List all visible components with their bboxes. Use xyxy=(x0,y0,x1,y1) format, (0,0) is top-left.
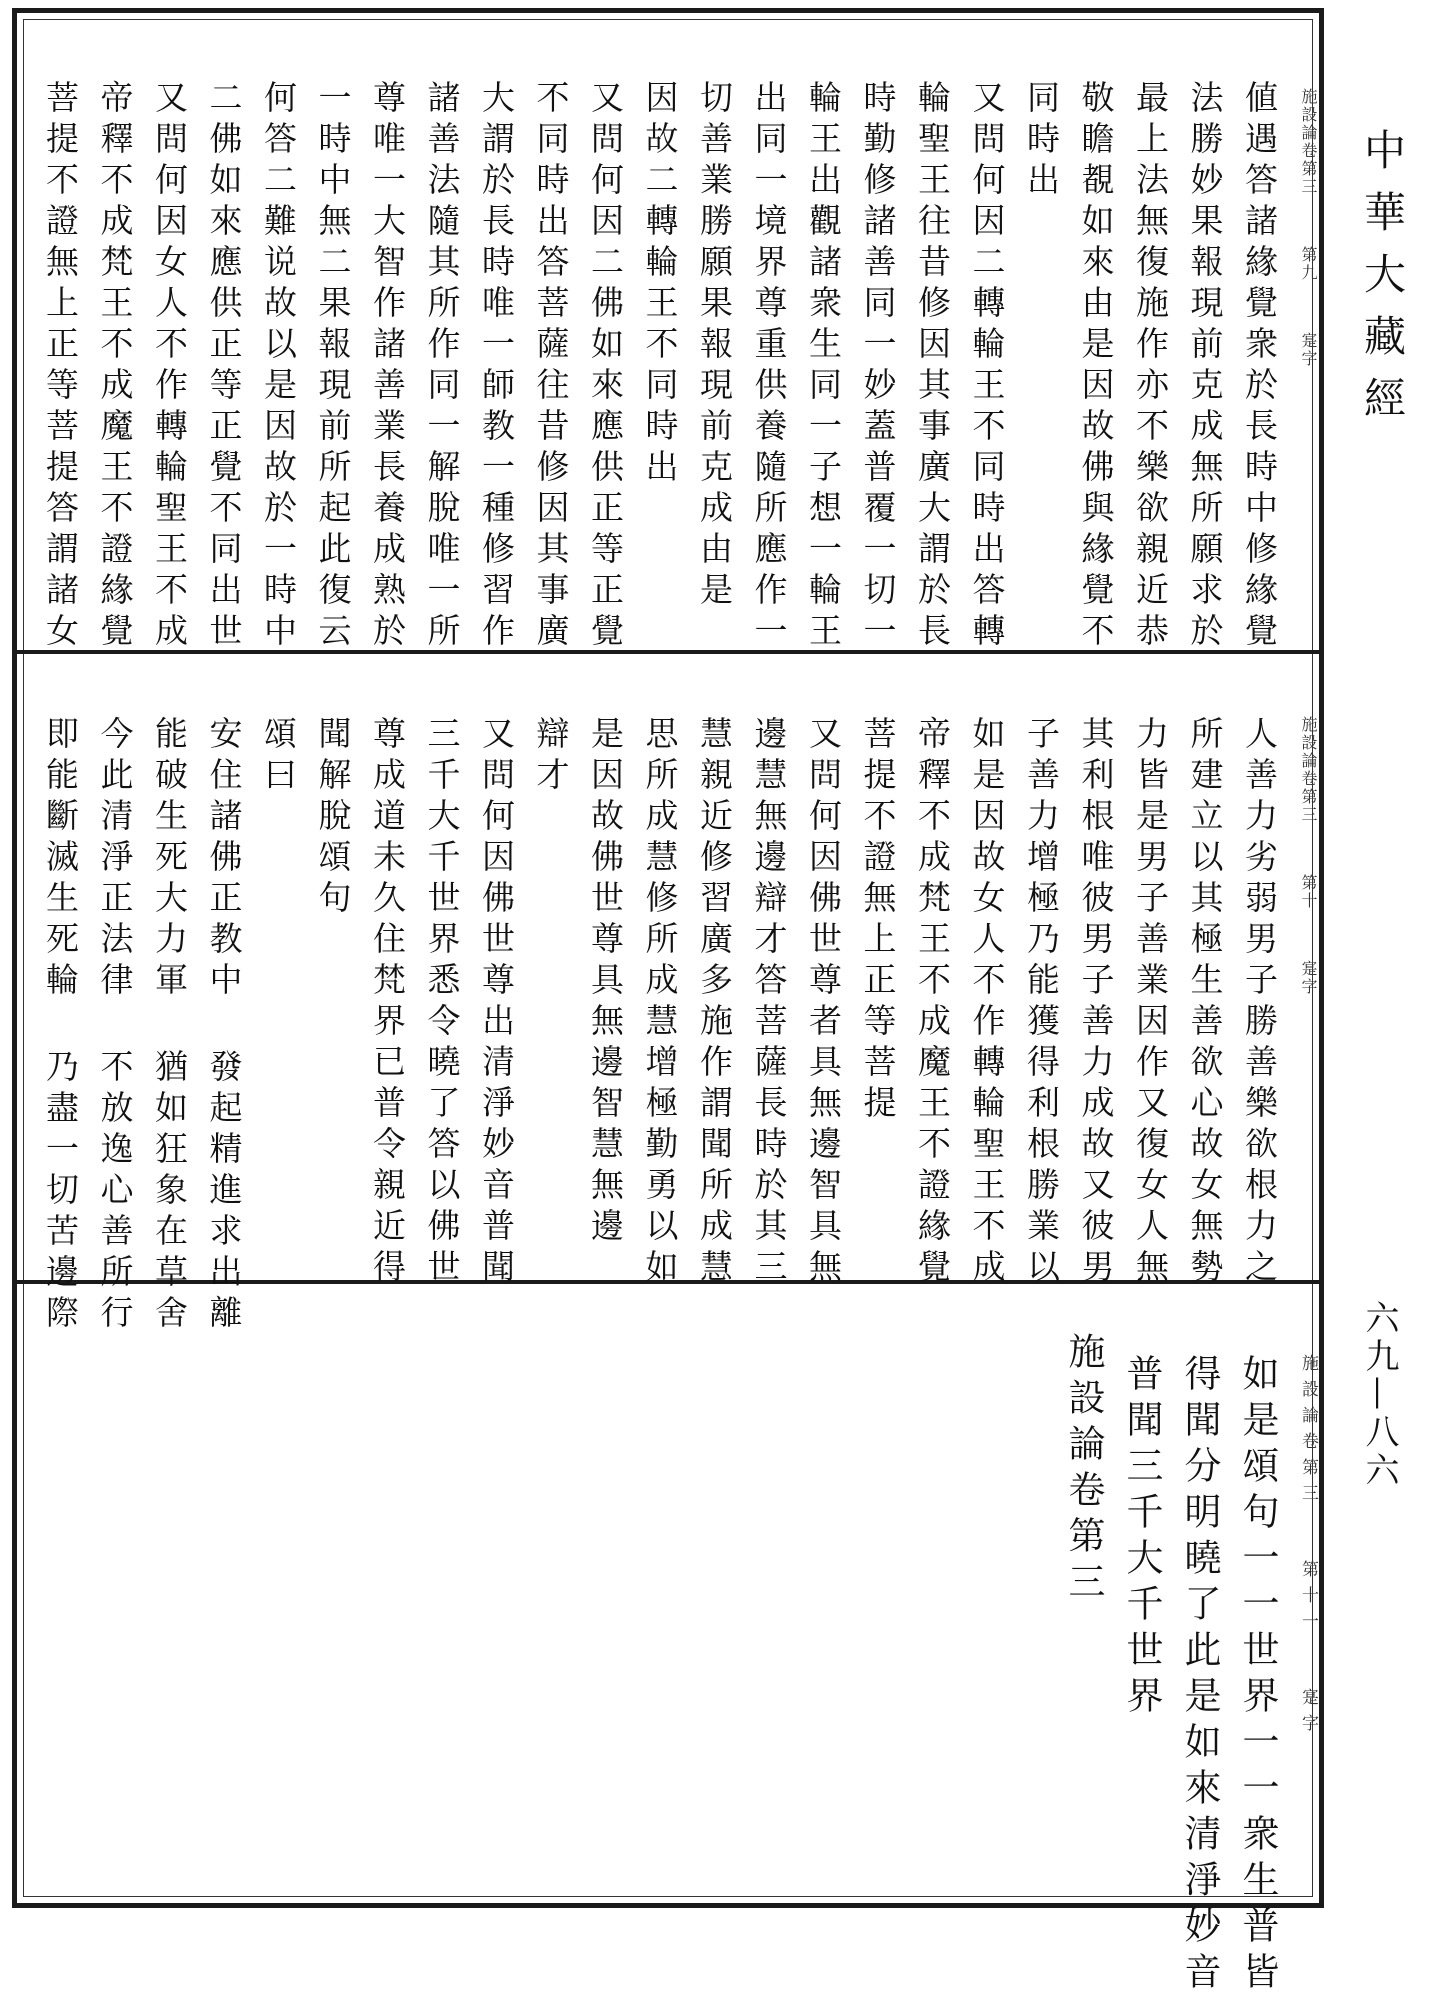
text-column: 如是頌句一一世界一一衆生普皆 xyxy=(1236,1354,1279,1998)
text-column: 慧親近修習廣多施作謂聞所成慧 xyxy=(695,716,734,1290)
text-column: 因故二轉輪王不同時出 xyxy=(640,80,680,490)
text-column: 同時出 xyxy=(1022,80,1061,203)
verse-line-top: 能破生死大力軍 xyxy=(150,716,189,1003)
text-column: 最上法無復施作亦不樂欲親近恭 xyxy=(1131,80,1170,654)
page-number: 六九—八六 xyxy=(1359,1300,1399,1490)
collection-title xyxy=(1345,120,1425,430)
section-header xyxy=(1276,1286,1316,1900)
header-leaf: 第十一 xyxy=(1298,1560,1318,1638)
text-section-1 xyxy=(20,18,1318,654)
text-section-3 xyxy=(20,1286,1318,1998)
verse-column xyxy=(23,656,80,1336)
text-column: 人善力劣弱男子勝善樂欲根力之 xyxy=(1240,716,1279,1290)
text-column: 切善業勝願果報現前克成由是 xyxy=(695,80,734,613)
verse-column xyxy=(132,656,189,1336)
verse-line-bottom: 猶如狂象在草舍 xyxy=(150,1049,189,1336)
collection-title-char: 經 xyxy=(1363,374,1406,423)
text-column: 邊慧無邊辯才答菩薩長時於其三 xyxy=(749,716,789,1290)
header-title: 施設論卷第三 xyxy=(1299,716,1318,824)
section-header xyxy=(1276,656,1316,1276)
text-column: 如是因故女人不作轉輪聖王不成 xyxy=(967,716,1007,1290)
text-column: 不同時出答菩薩往昔修因其事廣 xyxy=(531,80,571,654)
section-header xyxy=(1276,18,1316,646)
text-columns xyxy=(1044,1286,1318,1998)
text-columns xyxy=(23,18,1318,654)
text-column: 頌曰 xyxy=(259,716,298,798)
text-column: 敬瞻覩如來由是因故佛與緣覺不 xyxy=(1076,80,1116,654)
text-column: 是因故佛世尊具無邊智慧無邊 xyxy=(586,716,625,1249)
header-leaf: 第十 xyxy=(1299,874,1318,910)
collection-title-char: 大 xyxy=(1363,250,1406,299)
text-column: 子善力增極乃能獲得利根勝業以 xyxy=(1022,716,1061,1290)
text-column: 諸善法隨其所作同一解脫唯一所 xyxy=(422,80,462,654)
text-column: 得聞分明曉了此是如來清淨妙音 xyxy=(1178,1354,1221,1998)
verse-line-bottom: 發起精進求出離 xyxy=(204,1049,244,1336)
text-column: 帝釋不成梵王不成魔王不證緣覺 xyxy=(913,716,952,1290)
text-column: 尊唯一大智作諸善業長養成熟於 xyxy=(368,80,407,654)
header-mark: 寔字 xyxy=(1298,1688,1318,1740)
collection-title-char: 華 xyxy=(1363,188,1406,237)
text-column: 聞解脫頌句 xyxy=(313,716,353,921)
verse-line-top: 安住諸佛正教中 xyxy=(204,716,244,1003)
text-column: 大謂於長時唯一師教一種修習作 xyxy=(477,80,516,654)
text-section-2 xyxy=(20,656,1318,1336)
text-column: 普聞三千大千世界 xyxy=(1120,1354,1163,1722)
collection-title-char: 藏 xyxy=(1363,312,1406,361)
verse-line-bottom: 不放逸心善所行 xyxy=(95,1049,135,1336)
text-column: 出同一境界尊重供養隨所應作一 xyxy=(749,80,789,654)
fascicle-end-title: 施設論卷第三 xyxy=(1062,1332,1105,1608)
text-columns xyxy=(23,656,1318,1336)
text-column: 又問何因女人不作轉輪聖王不成 xyxy=(150,80,189,654)
verse-column xyxy=(186,656,244,1336)
text-column: 其利根唯彼男子善力成故又彼男 xyxy=(1076,716,1116,1290)
text-column: 尊成道未久住梵界已普令親近得 xyxy=(368,716,407,1290)
text-column: 又問何因佛世尊者具無邊智具無 xyxy=(804,716,843,1290)
text-column: 所建立以其極生善欲心故女無勢 xyxy=(1185,716,1225,1290)
header-title: 施設論卷第三 xyxy=(1299,88,1318,196)
text-column: 辯才 xyxy=(531,716,571,798)
text-column: 一時中無二果報現前所起此復云 xyxy=(313,80,353,654)
verse-line-top: 即能斷滅生死輪 xyxy=(41,716,80,1003)
text-column: 思所成慧修所成慧增極勤勇以如 xyxy=(640,716,680,1290)
text-column: 又問何因二佛如來應供正等正覺 xyxy=(586,80,625,654)
verse-line-top: 今此清淨正法律 xyxy=(95,716,135,1003)
header-title: 施設論卷第三 xyxy=(1298,1354,1318,1510)
text-column: 又問何因佛世尊出清淨妙音普聞 xyxy=(477,716,516,1290)
text-column: 輪聖王往昔修因其事廣大謂於長 xyxy=(913,80,952,654)
text-column: 帝釋不成梵王不成魔王不證緣覺 xyxy=(95,80,135,654)
text-column: 又問何因二轉輪王不同時出答轉 xyxy=(967,80,1007,654)
text-column: 輪王出觀諸衆生同一子想一輪王 xyxy=(804,80,843,654)
text-column: 何答二難说故以是因故於一時中 xyxy=(259,80,298,654)
collection-title-char: 中 xyxy=(1363,126,1406,175)
text-column: 菩提不證無上正等菩提答謂諸女 xyxy=(41,80,80,654)
text-column: 三千大千世界悉令曉了答以佛世 xyxy=(422,716,462,1290)
text-column: 菩提不證無上正等菩提 xyxy=(858,716,898,1126)
header-leaf: 第九 xyxy=(1299,246,1318,282)
text-column: 法勝妙果報現前克成無所願求於 xyxy=(1185,80,1225,654)
text-column: 時勤修諸善同一妙蓋普覆一切一 xyxy=(858,80,898,654)
text-column: 力皆是男子善業因作又復女人無 xyxy=(1131,716,1170,1290)
verse-line-bottom: 乃盡一切苦邊際 xyxy=(41,1049,80,1336)
header-mark: 寔字 xyxy=(1299,960,1318,996)
header-mark: 寔字 xyxy=(1299,332,1318,368)
text-column: 二佛如來應供正等正覺不同出世 xyxy=(204,80,244,654)
text-column: 値遇答諸緣覺衆於長時中修緣覺 xyxy=(1240,80,1279,654)
verse-column xyxy=(77,656,135,1336)
